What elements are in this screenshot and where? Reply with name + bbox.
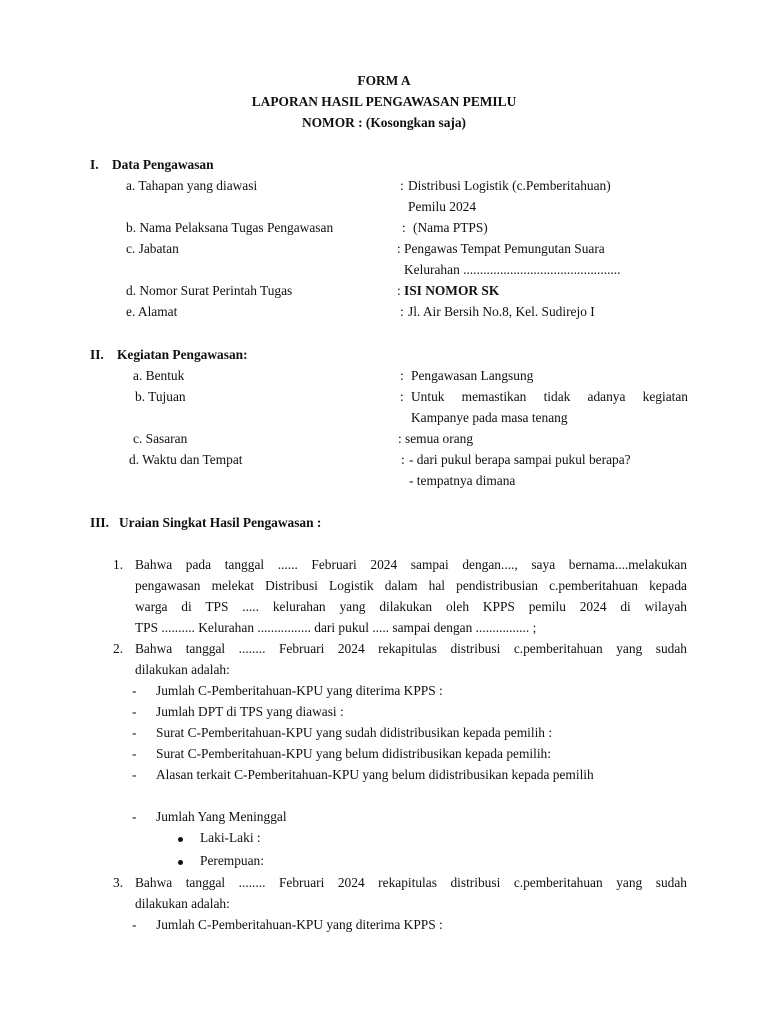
item2-line1: Bahwa tanggal ........ Februari 2024 rekapitulas distribusi c.pemberitahuan yang sudah bbox=[135, 641, 687, 656]
s2d-sep: : bbox=[401, 452, 405, 467]
item2-number: 2. bbox=[113, 641, 124, 656]
form-label: FORM A bbox=[357, 73, 411, 88]
s1c-value1: Pengawas Tempat Pemungutan Suara bbox=[404, 241, 605, 256]
s1a-sep: : bbox=[400, 178, 404, 193]
item3-sub1: Jumlah C-Pemberitahuan-KPU yang diterima KPPS : bbox=[156, 917, 443, 932]
item2-sub4: Surat C-Pemberitahuan-KPU yang belum didistribusikan kepada pemilih: bbox=[156, 746, 551, 761]
item2-sub3-dash: - bbox=[132, 725, 137, 740]
item2-perempuan: Perempuan: bbox=[200, 853, 264, 868]
item1-number: 1. bbox=[113, 557, 124, 572]
s2c-label: c. Sasaran bbox=[133, 431, 188, 446]
item2-sub5: Alasan terkait C-Pemberitahuan-KPU yang belum didistribusikan kepada pemilih bbox=[156, 767, 594, 782]
s1e-sep: : bbox=[400, 304, 404, 319]
item2-laki: Laki-Laki : bbox=[200, 830, 261, 845]
section2-title: Kegiatan Pengawasan: bbox=[117, 347, 248, 362]
item2-sub4-dash: - bbox=[132, 746, 137, 761]
bullet-perempuan bbox=[178, 850, 183, 871]
item2-sub3: Surat C-Pemberitahuan-KPU yang sudah didistribusikan kepada pemilih : bbox=[156, 725, 553, 740]
s2d-value1: - dari pukul berapa sampai pukul berapa? bbox=[409, 452, 631, 467]
s1a-value2: Pemilu 2024 bbox=[408, 199, 477, 214]
report-title: LAPORAN HASIL PENGAWASAN PEMILU bbox=[251, 94, 517, 109]
item2-meninggal: Jumlah Yang Meninggal bbox=[156, 809, 287, 824]
s2a-label: a. Bentuk bbox=[133, 368, 185, 383]
item3-sub1-dash: - bbox=[132, 917, 137, 932]
item1-line1: Bahwa pada tanggal ...... Februari 2024 sampai dengan...., saya bernama....melakukan bbox=[135, 557, 687, 572]
section3-numeral: III. bbox=[90, 515, 109, 530]
item2-line2: dilakukan adalah: bbox=[135, 662, 230, 677]
s2b-value1: Untuk memastikan tidak adanya kegiatan bbox=[411, 389, 688, 404]
s1b-value: (Nama PTPS) bbox=[413, 220, 488, 235]
s2d-label: d. Waktu dan Tempat bbox=[129, 452, 243, 467]
item1-line3: warga di TPS ..... kelurahan yang dilakukan oleh KPPS pemilu 2024 di wilayah bbox=[135, 599, 687, 614]
s1b-label: b. Nama Pelaksana Tugas Pengawasan bbox=[126, 220, 334, 235]
item1-line4: TPS .......... Kelurahan ................ dari pukul ..... sampai dengan ................ ; bbox=[135, 620, 537, 635]
item2-sub5-dash: - bbox=[132, 767, 137, 782]
s2c-sep: : bbox=[398, 431, 402, 446]
report-number: NOMOR : (Kosongkan saja) bbox=[301, 115, 467, 130]
section1-numeral: I. bbox=[90, 157, 99, 172]
s2c-value: semua orang bbox=[405, 431, 474, 446]
s1d-label: d. Nomor Surat Perintah Tugas bbox=[126, 283, 293, 298]
item2-sub2: Jumlah DPT di TPS yang diawasi : bbox=[156, 704, 344, 719]
section2-numeral: II. bbox=[90, 347, 104, 362]
s1d-sep: : bbox=[397, 283, 401, 298]
s2a-sep: : bbox=[400, 368, 404, 383]
item3-number: 3. bbox=[113, 875, 124, 890]
s1e-value: Jl. Air Bersih No.8, Kel. Sudirejo I bbox=[408, 304, 595, 319]
s1b-sep: : bbox=[402, 220, 406, 235]
s1c-value2: Kelurahan ............................................... bbox=[404, 262, 621, 277]
s2b-label: b. Tujuan bbox=[135, 389, 186, 404]
bullet-laki bbox=[178, 827, 183, 848]
s2d-value2: - tempatnya dimana bbox=[409, 473, 516, 488]
s1c-sep: : bbox=[397, 241, 401, 256]
item1-line2: pengawasan melekat Distribusi Logistik dalam hal pendistribusian c.pemberitahuan kepada bbox=[135, 578, 687, 593]
s1a-label: a. Tahapan yang diawasi bbox=[126, 178, 258, 193]
s1c-label: c. Jabatan bbox=[126, 241, 179, 256]
item2-sub1-dash: - bbox=[132, 683, 137, 698]
item2-sub2-dash: - bbox=[132, 704, 137, 719]
s1a-value1: Distribusi Logistik (c.Pemberitahuan) bbox=[408, 178, 611, 193]
s1d-value: ISI NOMOR SK bbox=[404, 283, 500, 298]
s2a-value: Pengawasan Langsung bbox=[411, 368, 534, 383]
item3-line1: Bahwa tanggal ........ Februari 2024 rekapitulas distribusi c.pemberitahuan yang sudah bbox=[135, 875, 687, 890]
s2b-value2: Kampanye pada masa tenang bbox=[411, 410, 568, 425]
section1-title: Data Pengawasan bbox=[112, 157, 214, 172]
s1e-label: e. Alamat bbox=[126, 304, 178, 319]
item2-sub1: Jumlah C-Pemberitahuan-KPU yang diterima KPPS : bbox=[156, 683, 443, 698]
item2-meninggal-dash: - bbox=[132, 809, 137, 824]
s2b-sep: : bbox=[400, 389, 404, 404]
item3-line2: dilakukan adalah: bbox=[135, 896, 230, 911]
section3-title: Uraian Singkat Hasil Pengawasan : bbox=[119, 515, 322, 530]
